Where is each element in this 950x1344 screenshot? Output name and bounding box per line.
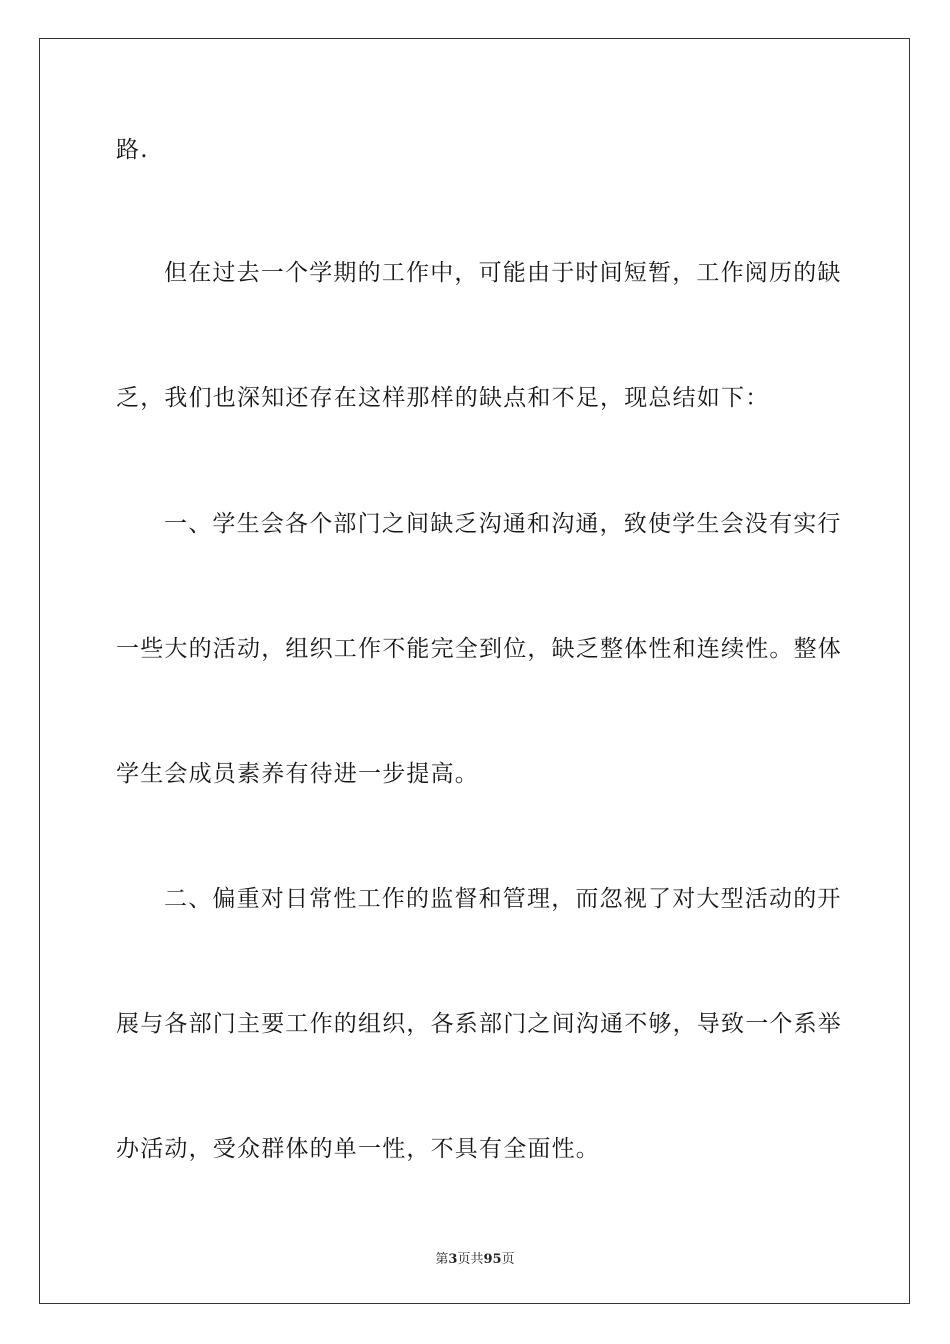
text-line-3: 乏，我们也深知还存在这样那样的缺点和不足，现总结如下：	[116, 385, 770, 411]
text-line-6: 学生会成员素养有待进一步提高。	[116, 761, 479, 787]
page-number: 3	[448, 1252, 458, 1267]
page-suffix: 页	[457, 1252, 471, 1267]
text-line-2: 但在过去一个学期的工作中，可能由于时间短暂，工作阅历的缺	[164, 260, 842, 286]
text-line-9: 办活动，受众群体的单一性，不具有全面性。	[116, 1136, 600, 1162]
total-pages: 95	[483, 1252, 502, 1267]
page-footer	[0, 1248, 950, 1267]
total-suffix: 页	[501, 1252, 515, 1267]
page-frame	[39, 38, 910, 1304]
page-prefix: 第	[435, 1252, 449, 1267]
text-line-7: 二、偏重对日常性工作的监督和管理，而忽视了对大型活动的开	[164, 886, 842, 912]
text-line-1: 路.	[116, 137, 149, 163]
text-line-8: 展与各部门主要工作的组织，各系部门之间沟通不够，导致一个系举	[116, 1011, 842, 1037]
text-line-4: 一、学生会各个部门之间缺乏沟通和沟通，致使学生会没有实行	[164, 511, 842, 537]
text-line-5: 一些大的活动，组织工作不能完全到位，缺乏整体性和连续性。整体	[116, 636, 842, 662]
total-prefix: 共	[470, 1252, 484, 1267]
